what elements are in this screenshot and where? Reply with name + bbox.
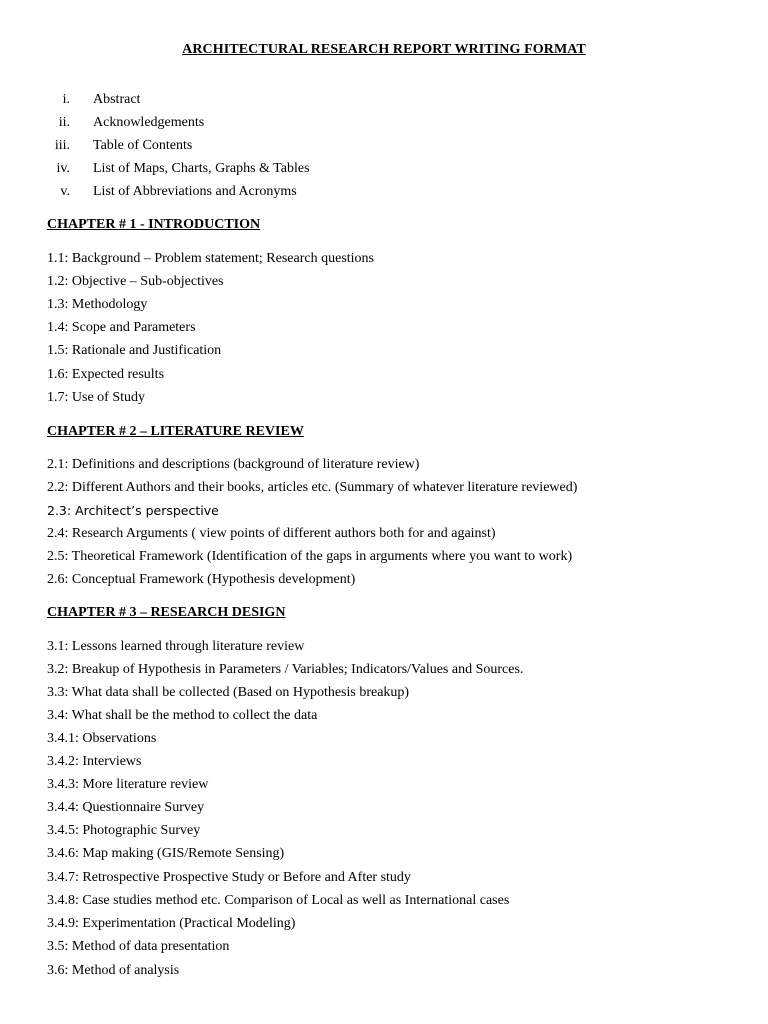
front-matter-label: List of Maps, Charts, Graphs & Tables xyxy=(93,161,310,176)
section-item: 2.3: Architect’s perspective xyxy=(47,503,219,518)
section-item: 1.4: Scope and Parameters xyxy=(47,320,196,335)
front-matter-numeral: i. xyxy=(62,92,70,107)
section-item: 1.6: Expected results xyxy=(47,367,165,382)
section-item: 3.4: What shall be the method to collect the data xyxy=(47,708,318,723)
section-item: 3.4.9: Experimentation (Practical Modeling) xyxy=(47,916,296,931)
section-item: 3.4.4: Questionnaire Survey xyxy=(47,800,205,815)
section-item: 2.2: Different Authors and their books, articles etc. (Summary of whatever literature reviewed) xyxy=(47,480,578,495)
section-item: 2.4: Research Arguments ( view points of different authors both for and against) xyxy=(47,526,496,541)
section-item: 1.7: Use of Study xyxy=(47,390,145,405)
front-matter-numeral: iv. xyxy=(56,161,70,176)
section-item: 3.1: Lessons learned through literature review xyxy=(47,639,305,654)
chapter-heading: CHAPTER # 2 – LITERATURE REVIEW xyxy=(47,424,304,439)
chapter-heading: CHAPTER # 3 – RESEARCH DESIGN xyxy=(47,605,286,620)
section-item: 3.4.6: Map making (GIS/Remote Sensing) xyxy=(47,846,285,861)
section-item: 1.1: Background – Problem statement; Research questions xyxy=(47,251,374,266)
section-item: 2.5: Theoretical Framework (Identification of the gaps in arguments where you want to work) xyxy=(47,549,573,564)
front-matter-numeral: ii. xyxy=(58,115,70,130)
section-item: 3.4.7: Retrospective Prospective Study or Before and After study xyxy=(47,870,411,885)
section-item: 2.1: Definitions and descriptions (background of literature review) xyxy=(47,457,420,472)
section-item: 3.4.1: Observations xyxy=(47,731,157,746)
section-item: 3.5: Method of data presentation xyxy=(47,939,230,954)
section-item: 3.4.5: Photographic Survey xyxy=(47,823,201,838)
section-item: 1.3: Methodology xyxy=(47,297,148,312)
front-matter-label: Table of Contents xyxy=(93,138,193,153)
front-matter-numeral: v. xyxy=(60,184,70,199)
section-item: 3.4.2: Interviews xyxy=(47,754,142,769)
section-item: 1.5: Rationale and Justification xyxy=(47,343,222,358)
section-item: 2.6: Conceptual Framework (Hypothesis development) xyxy=(47,572,356,587)
document-title: ARCHITECTURAL RESEARCH REPORT WRITING FORMAT xyxy=(182,42,586,57)
front-matter-label: List of Abbreviations and Acronyms xyxy=(93,184,297,199)
section-item: 3.2: Breakup of Hypothesis in Parameters / Variables; Indicators/Values and Sources. xyxy=(47,662,524,677)
section-item: 3.3: What data shall be collected (Based on Hypothesis breakup) xyxy=(47,685,410,700)
section-item: 3.6: Method of analysis xyxy=(47,963,180,978)
section-item: 3.4.8: Case studies method etc. Comparison of Local as well as International cases xyxy=(47,893,510,908)
front-matter-numeral: iii. xyxy=(54,138,70,153)
front-matter-label: Acknowledgements xyxy=(93,115,205,130)
chapter-heading: CHAPTER # 1 - INTRODUCTION xyxy=(47,217,261,232)
section-item: 1.2: Objective – Sub-objectives xyxy=(47,274,224,289)
section-item: 3.4.3: More literature review xyxy=(47,777,209,792)
front-matter-label: Abstract xyxy=(93,92,141,107)
